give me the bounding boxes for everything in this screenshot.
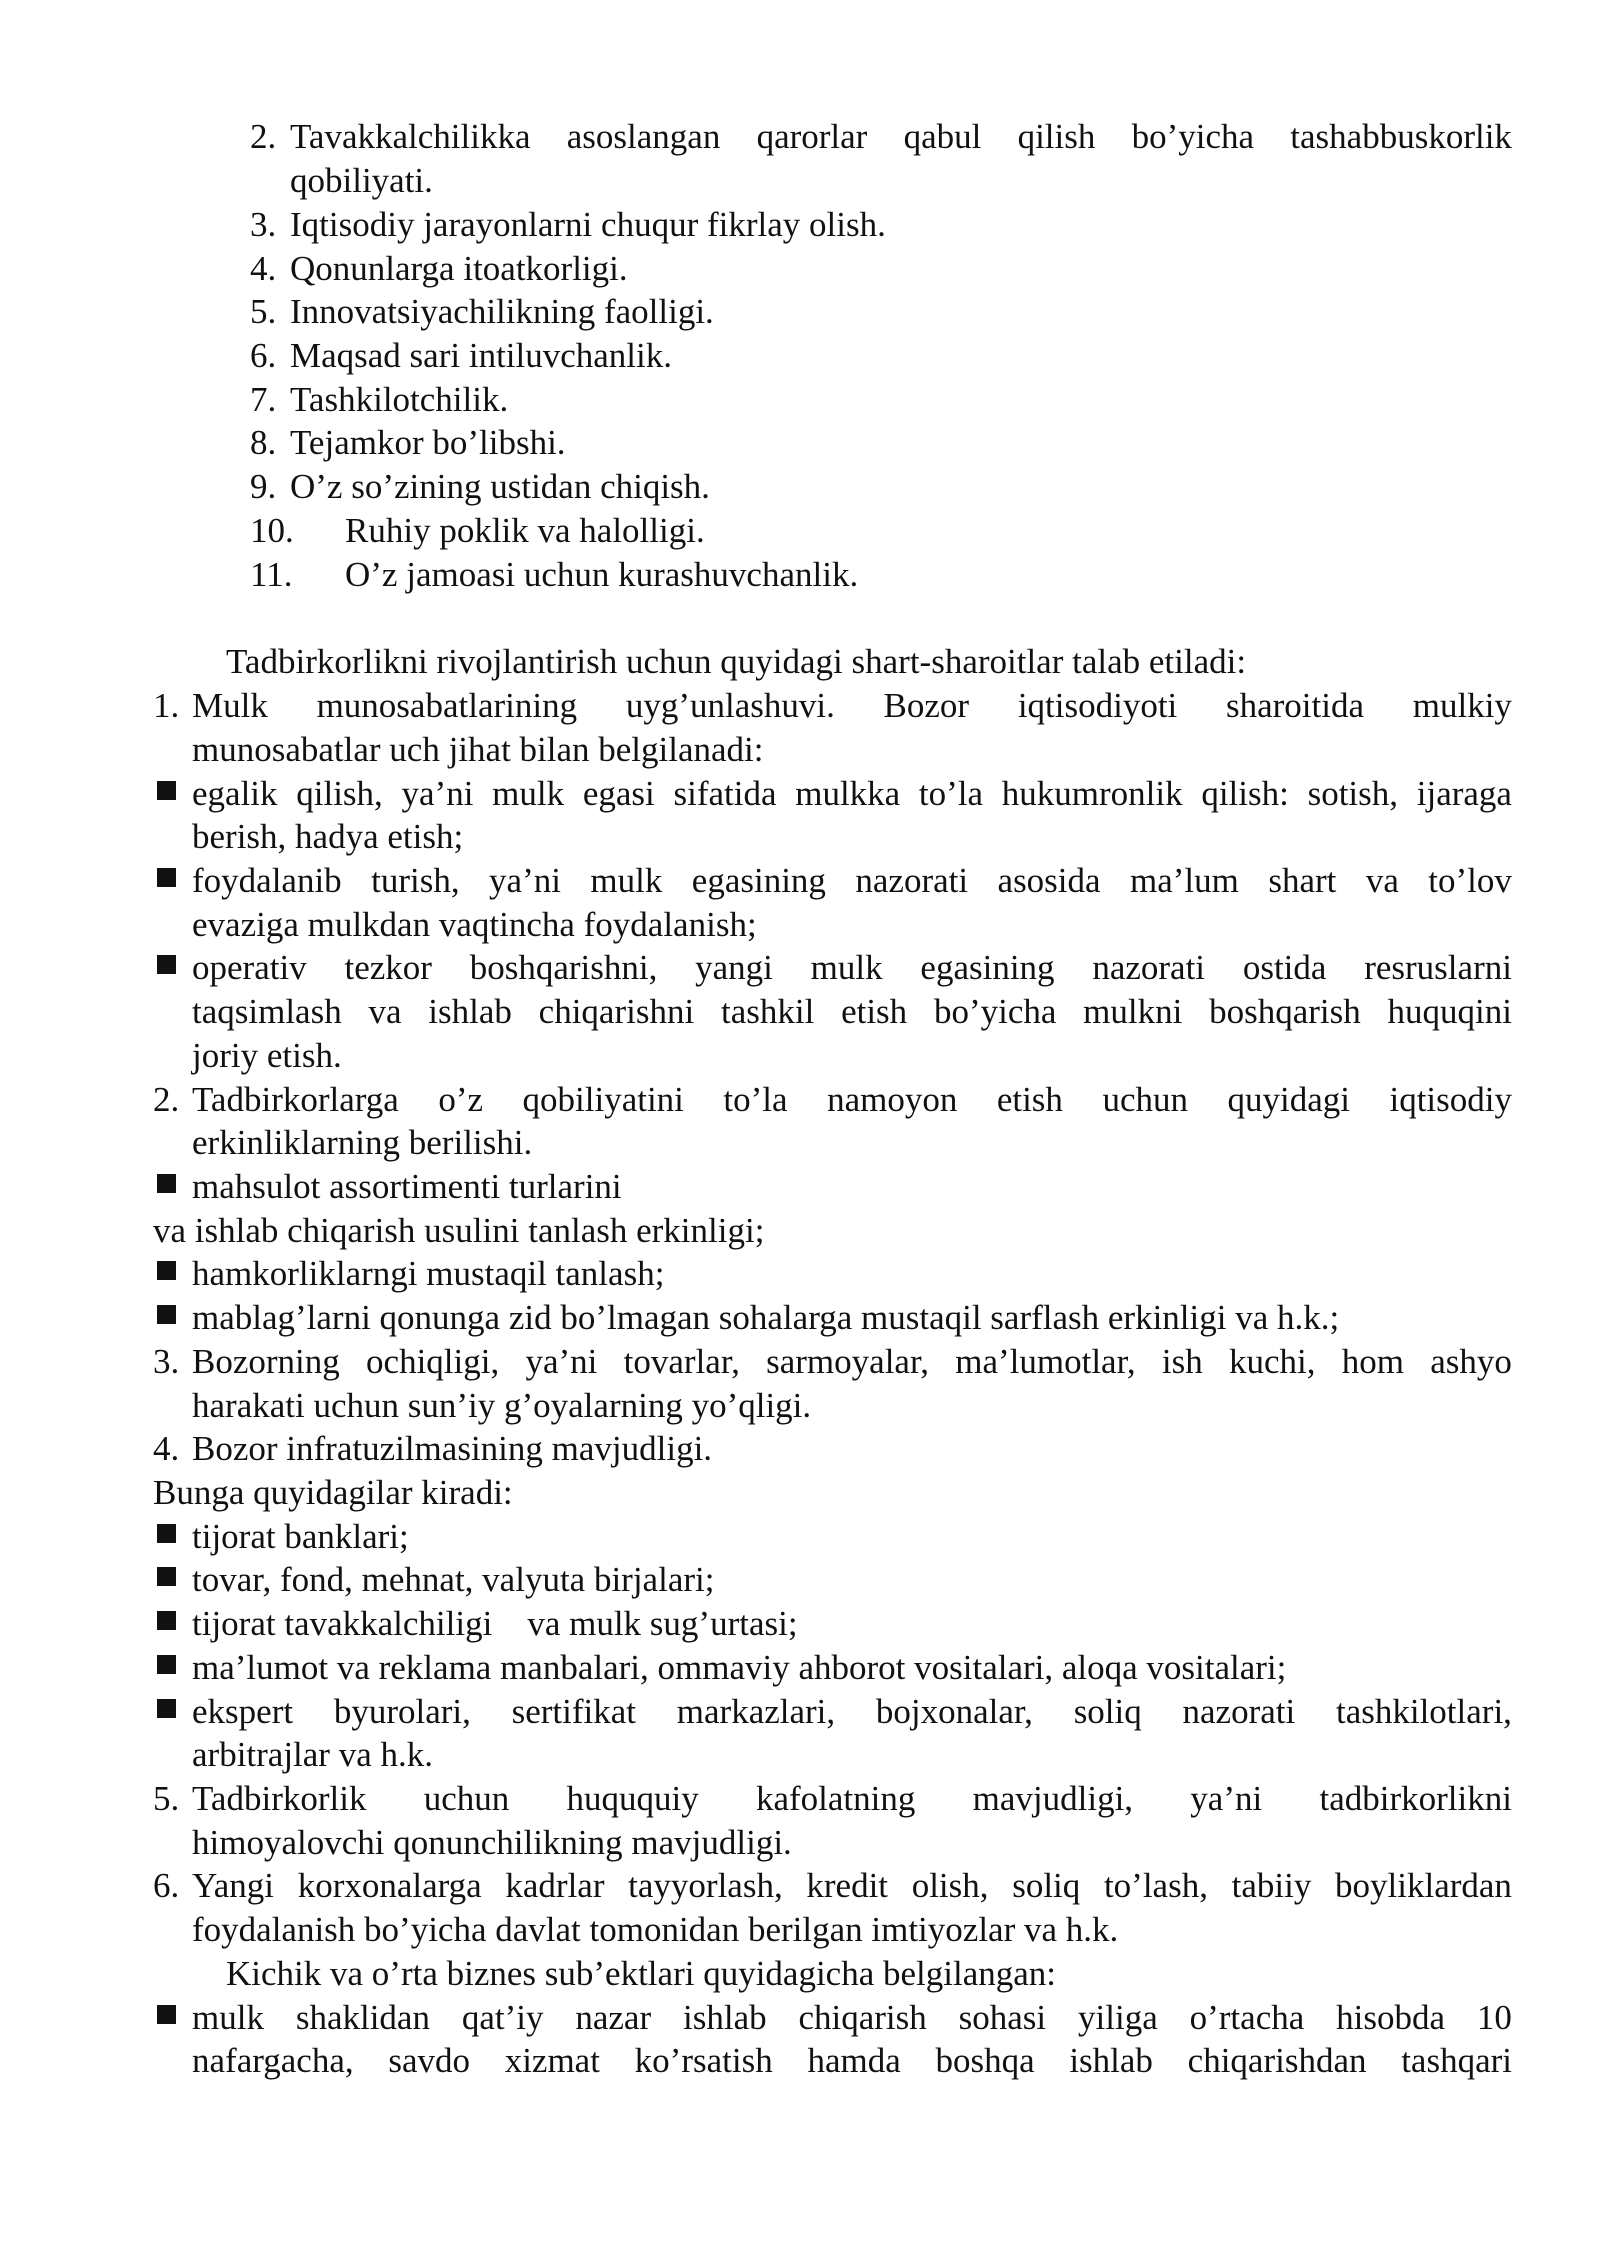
intro-item-9-number: 9. bbox=[250, 467, 277, 506]
bullet-square-icon bbox=[157, 1699, 176, 1718]
bullet-ownership-line2: berish, hadya etish; bbox=[192, 817, 464, 856]
bullet-square-icon bbox=[157, 1261, 176, 1280]
intro-item-7-text: Tashkilotchilik. bbox=[290, 380, 509, 419]
condition-5-line2: himoyalovchi qonunchilikning mavjudligi. bbox=[192, 1823, 792, 1862]
condition-4-number: 4. bbox=[153, 1429, 180, 1468]
bullet-square-icon bbox=[157, 781, 176, 800]
intro-item-7-number: 7. bbox=[250, 380, 277, 419]
bullet-management-line2: taqsimlash va ishlab chiqarishni tashkil etish bo’yicha mulkni boshqarish huquqini bbox=[192, 992, 1512, 1031]
condition-2-line1: Tadbirkorlarga o’z qobiliyatini to’la namoyon etish uchun quyidagi iqtisodiy bbox=[192, 1080, 1512, 1119]
bullet-ownership-line1: egalik qilish, ya’ni mulk egasi sifatida mulkka to’la hukumronlik qilish: sotish, ijaraga bbox=[192, 774, 1512, 813]
condition-2-number: 2. bbox=[153, 1080, 180, 1119]
bullet-partners: hamkorliklarngi mustaqil tanlash; bbox=[192, 1254, 665, 1293]
intro-item-11-number: 11. bbox=[250, 555, 293, 594]
para-includes: Bunga quyidagilar kiradi: bbox=[153, 1473, 513, 1512]
condition-3-line2: harakati uchun sun’iy g’oyalarning yo’qligi. bbox=[192, 1386, 812, 1425]
bullet-media: ma’lumot va reklama manbalari, ommaviy ahborot vositalari, aloqa vositalari; bbox=[192, 1648, 1287, 1687]
condition-6-line2: foydalanish bo’yicha davlat tomonidan berilgan imtiyozlar va h.k. bbox=[192, 1910, 1119, 1949]
bullet-square-icon bbox=[157, 868, 176, 887]
bullet-size-line1: mulk shaklidan qat’iy nazar ishlab chiqarish sohasi yiliga o’rtacha hisobda 10 bbox=[192, 1998, 1512, 2037]
condition-5-number: 5. bbox=[153, 1779, 180, 1818]
bullet-assortment-line2: va ishlab chiqarish usulini tanlash erkinligi; bbox=[153, 1211, 765, 1250]
condition-1-line2: munosabatlar uch jihat bilan belgilanadi: bbox=[192, 730, 764, 769]
bullet-square-icon bbox=[157, 2005, 176, 2024]
bullet-size-line2: nafargacha, savdo xizmat ko’rsatish hamda boshqa ishlab chiqarishdan tashqari bbox=[192, 2041, 1512, 2080]
intro-item-3-text: Iqtisodiy jarayonlarni chuqur fikrlay olish. bbox=[290, 205, 886, 244]
bullet-square-icon bbox=[157, 1567, 176, 1586]
condition-3-number: 3. bbox=[153, 1342, 180, 1381]
condition-6-number: 6. bbox=[153, 1866, 180, 1905]
bullet-usage-line2: evaziga mulkdan vaqtincha foydalanish; bbox=[192, 905, 757, 944]
bullet-management-line3: joriy etish. bbox=[192, 1036, 342, 1075]
bullet-square-icon bbox=[157, 1611, 176, 1630]
intro-item-2-line2: qobiliyati. bbox=[290, 161, 433, 200]
bullet-assortment-line1: mahsulot assortimenti turlarini bbox=[192, 1167, 622, 1206]
bullet-insurance: tijorat tavakkalchiligi va mulk sug’urtasi; bbox=[192, 1604, 798, 1643]
condition-3-line1: Bozorning ochiqligi, ya’ni tovarlar, sarmoyalar, ma’lumotlar, ish kuchi, hom ashyo bbox=[192, 1342, 1512, 1381]
intro-item-6-text: Maqsad sari intiluvchanlik. bbox=[290, 336, 673, 375]
intro-item-4-text: Qonunlarga itoatkorligi. bbox=[290, 249, 628, 288]
bullet-usage-line1: foydalanib turish, ya’ni mulk egasining nazorati asosida ma’lum shart va to’lov bbox=[192, 861, 1512, 900]
condition-6-line1: Yangi korxonalarga kadrlar tayyorlash, kredit olish, soliq to’lash, tabiiy boyliklardan bbox=[192, 1866, 1512, 1905]
bullet-expert-line1: ekspert byurolari, sertifikat markazlari, bojxonalar, soliq nazorati tashkilotlari, bbox=[192, 1692, 1512, 1731]
bullet-exchanges: tovar, fond, mehnat, valyuta birjalari; bbox=[192, 1560, 715, 1599]
intro-item-5-text: Innovatsiyachilikning faolligi. bbox=[290, 292, 714, 331]
intro-item-10-text: Ruhiy poklik va halolligi. bbox=[345, 511, 705, 550]
intro-item-10-number: 10. bbox=[250, 511, 294, 550]
intro-item-5-number: 5. bbox=[250, 292, 277, 331]
bullet-square-icon bbox=[157, 1655, 176, 1674]
bullet-square-icon bbox=[157, 1174, 176, 1193]
bullet-banks: tijorat banklari; bbox=[192, 1517, 409, 1556]
bullet-square-icon bbox=[157, 1524, 176, 1543]
intro-item-2-number: 2. bbox=[250, 117, 277, 156]
intro-item-4-number: 4. bbox=[250, 249, 277, 288]
bullet-square-icon bbox=[157, 955, 176, 974]
intro-item-8-number: 8. bbox=[250, 423, 277, 462]
condition-4-text: Bozor infratuzilmasining mavjudligi. bbox=[192, 1429, 713, 1468]
para-conditions-intro: Tadbirkorlikni rivojlantirish uchun quyidagi shart-sharoitlar talab etiladi: bbox=[226, 642, 1247, 681]
condition-2-line2: erkinliklarning berilishi. bbox=[192, 1123, 533, 1162]
intro-item-6-number: 6. bbox=[250, 336, 277, 375]
condition-1-number: 1. bbox=[153, 686, 180, 725]
intro-item-9-text: O’z so’zining ustidan chiqish. bbox=[290, 467, 710, 506]
bullet-expert-line2: arbitrajlar va h.k. bbox=[192, 1735, 434, 1774]
para-small-business: Kichik va o’rta biznes sub’ektlari quyidagicha belgilangan: bbox=[226, 1954, 1057, 1993]
condition-1-line1: Mulk munosabatlarining uyg’unlashuvi. Bozor iqtisodiyoti sharoitida mulkiy bbox=[192, 686, 1512, 725]
bullet-management-line1: operativ tezkor boshqarishni, yangi mulk egasining nazorati ostida resruslarni bbox=[192, 948, 1512, 987]
intro-item-8-text: Tejamkor bo’libshi. bbox=[290, 423, 566, 462]
bullet-square-icon bbox=[157, 1305, 176, 1324]
condition-5-line1: Tadbirkorlik uchun huququiy kafolatning mavjudligi, ya’ni tadbirkorlikni bbox=[192, 1779, 1512, 1818]
bullet-funds: mablag’larni qonunga zid bo’lmagan sohalarga mustaqil sarflash erkinligi va h.k.; bbox=[192, 1298, 1340, 1337]
intro-item-2-line1: Tavakkalchilikka asoslangan qarorlar qabul qilish bo’yicha tashabbuskorlik bbox=[290, 117, 1512, 156]
intro-item-3-number: 3. bbox=[250, 205, 277, 244]
intro-item-11-text: O’z jamoasi uchun kurashuvchanlik. bbox=[345, 555, 859, 594]
